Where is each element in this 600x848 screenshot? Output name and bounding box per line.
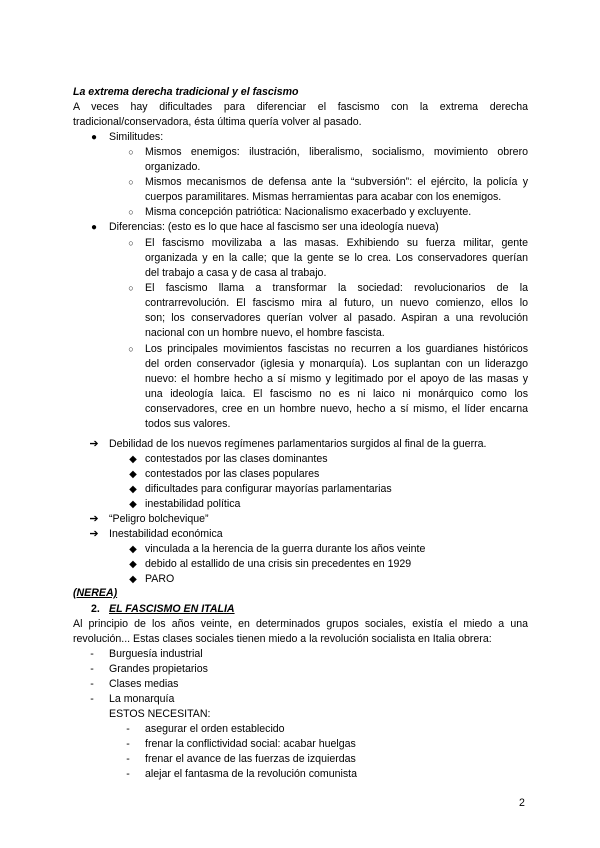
- dash-marker: -: [126, 768, 130, 780]
- diferencia-3-line-6: todos sus valores.: [145, 418, 231, 430]
- dash-marker: -: [90, 693, 94, 705]
- group-item: Burguesía industrial: [109, 648, 203, 660]
- similitudes-label: Similitudes:: [109, 131, 164, 143]
- arrow-marker: ➔: [89, 438, 99, 450]
- need-item: alejar el fantasma de la revolución comunista: [145, 768, 357, 780]
- diferencias-label: Diferencias: (esto es lo que hace al fascismo ser una ideología nueva): [109, 221, 439, 233]
- diferencia-2-line-4: nacional con un hombre nuevo, el hombre fascista.: [145, 327, 385, 339]
- diferencia-3-line-4: una ideología laica. El fascismo no es ni laico ni monárquico como los: [145, 388, 528, 400]
- diferencia-1-line-2: organizada y en la calle; que la gente se lo crea. Los conservadores querían: [145, 252, 528, 264]
- dash-marker: -: [90, 678, 94, 690]
- diamond-marker: ◆: [129, 499, 137, 510]
- section-title-fascismo-italia: EL FASCISMO EN ITALIA: [109, 603, 235, 615]
- dash-marker: -: [126, 723, 130, 735]
- diferencia-2-line-3: son; los conservadores querían volver al pasado. Aspiran a una revolución: [145, 312, 528, 324]
- bullet-marker: ●: [90, 222, 98, 233]
- arrow-marker: ➔: [89, 528, 99, 540]
- cause-debilidad-item: dificultades para configurar mayorías parlamentarias: [145, 483, 392, 495]
- circle-marker: ○: [128, 238, 134, 248]
- circle-marker: ○: [128, 283, 134, 293]
- cause-inestabilidad-item: debido al estallido de una crisis sin precedentes en 1929: [145, 558, 412, 570]
- group-item: Grandes propietarios: [109, 663, 208, 675]
- diferencia-3-line-5: conservadores, cree en un hombre nuevo, hecho a sí mismo, el líder encarna: [145, 403, 528, 415]
- diferencia-1-line-3: del trabajo a casa y de casa al trabajo.: [145, 267, 327, 279]
- dash-marker: -: [90, 648, 94, 660]
- diamond-marker: ◆: [129, 484, 137, 495]
- page-number: 2: [519, 797, 525, 809]
- diferencia-3-line-2: del orden conservador (iglesia y monarquía). Los suplantan con un liderazgo: [145, 358, 528, 370]
- dash-marker: -: [90, 663, 94, 675]
- diamond-marker: ◆: [129, 454, 137, 465]
- circle-marker: ○: [128, 207, 134, 217]
- circle-marker: ○: [128, 177, 134, 187]
- diferencia-3-line-1: Los principales movimientos fascistas no recurren a los guardianes históricos: [145, 343, 528, 355]
- diferencia-1-line-1: El fascismo movilizaba a las masas. Exhibiendo su fuerza militar, gente: [145, 237, 528, 249]
- nerea-tag: (NEREA): [73, 587, 118, 599]
- cause-inestabilidad-item: PARO: [145, 573, 175, 585]
- similitud-1-line-2: organizado.: [145, 161, 201, 173]
- need-item: asegurar el orden establecido: [145, 723, 285, 735]
- need-item: frenar la conflictividad social: acabar huelgas: [145, 738, 356, 750]
- dash-marker: -: [126, 738, 130, 750]
- cause-debilidad: Debilidad de los nuevos regímenes parlamentarios surgidos al final de la guerra.: [109, 438, 487, 450]
- section-number: 2.: [91, 603, 100, 615]
- cause-inestabilidad-item: vinculada a la herencia de la guerra durante los años veinte: [145, 543, 426, 555]
- diferencia-2-line-2: contrarrevolución. El fascismo mira al futuro, un nuevo comienzo, ellos lo: [145, 297, 528, 309]
- diamond-marker: ◆: [129, 559, 137, 570]
- arrow-marker: ➔: [89, 513, 99, 525]
- similitud-2-line-2: cuerpos paramilitares. Mismas herramientas para acabar con los enemigos.: [145, 191, 502, 203]
- diamond-marker: ◆: [129, 544, 137, 555]
- section2-intro-line-2: revolución... Estas clases sociales tienen miedo a la revolución socialista en Italia obrera:: [73, 633, 492, 645]
- similitud-2-line-1: Mismos mecanismos de defensa ante la “subversión”: el ejército, la policía y: [145, 176, 528, 188]
- similitud-1-line-1: Mismos enemigos: ilustración, liberalismo, socialismo, movimiento obrero: [145, 146, 528, 158]
- dash-marker: -: [126, 753, 130, 765]
- diamond-marker: ◆: [129, 574, 137, 585]
- similitud-3-line-1: Misma concepción patriótica: Nacionalismo exacerbado y excluyente.: [145, 206, 472, 218]
- diferencia-3-line-3: nuevo: el hombre hecho a sí mismo y legitimado por el apoyo de las masas y: [145, 373, 528, 385]
- need-item: frenar el avance de las fuerzas de izquierdas: [145, 753, 356, 765]
- group-item: La monarquía: [109, 693, 175, 705]
- cause-peligro-bolchevique: “Peligro bolchevique”: [109, 513, 209, 525]
- intro-line-2: tradicional/conservadora, ésta última quería volver al pasado.: [73, 116, 362, 128]
- diamond-marker: ◆: [129, 469, 137, 480]
- section2-intro-line-1: Al principio de los años veinte, en determinados grupos sociales, existía el miedo a una: [73, 618, 528, 630]
- cause-debilidad-item: contestados por las clases populares: [145, 468, 320, 480]
- needs-label: ESTOS NECESITAN:: [109, 708, 211, 720]
- cause-debilidad-item: inestabilidad política: [145, 498, 241, 510]
- circle-marker: ○: [128, 147, 134, 157]
- section-heading-extrema-derecha: La extrema derecha tradicional y el fascismo: [73, 86, 299, 98]
- intro-line-1: A veces hay dificultades para diferenciar el fascismo con la extrema derecha: [73, 101, 528, 113]
- circle-marker: ○: [128, 344, 134, 354]
- bullet-marker: ●: [90, 132, 98, 143]
- cause-debilidad-item: contestados por las clases dominantes: [145, 453, 328, 465]
- diferencia-2-line-1: El fascismo llama a transformar la sociedad: revolucionarios de la: [145, 282, 528, 294]
- cause-inestabilidad: Inestabilidad económica: [109, 528, 223, 540]
- group-item: Clases medias: [109, 678, 179, 690]
